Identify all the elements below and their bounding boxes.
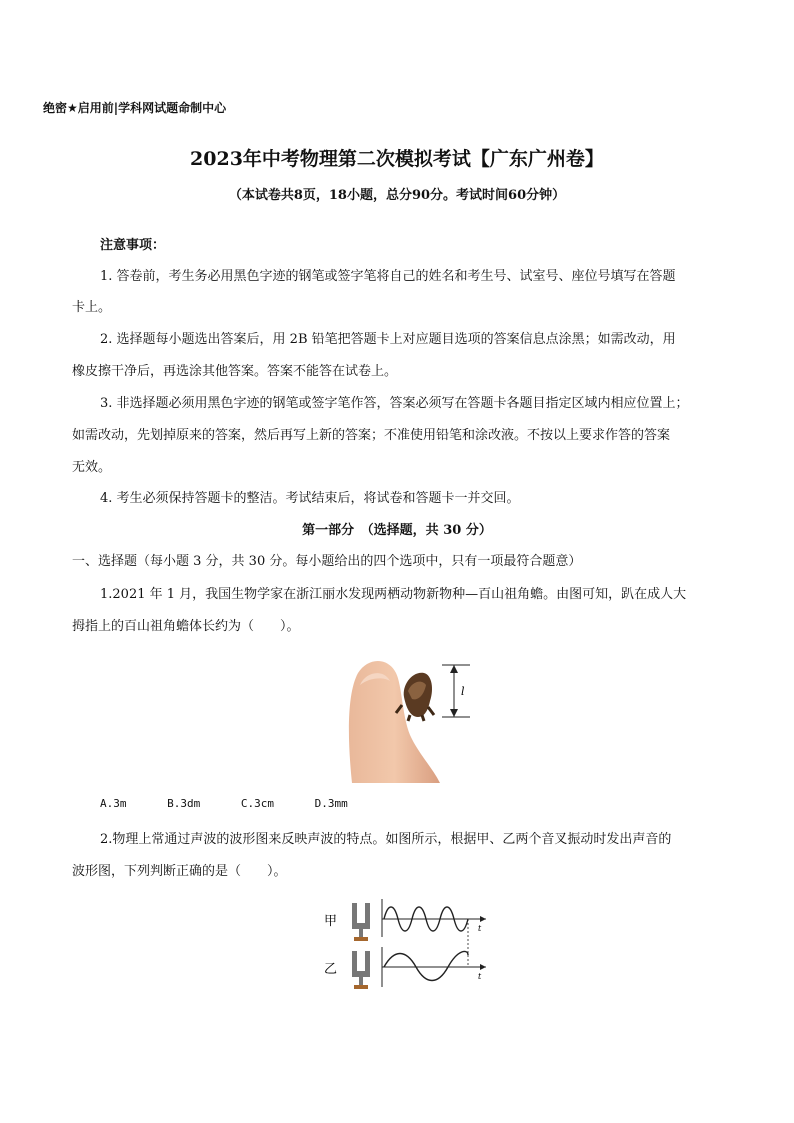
part-one-title: 第一部分 （选择题，共 30 分） bbox=[302, 523, 492, 538]
question-1-line2: 拇指上的百山祖角蟾体长约为（ ）。 bbox=[72, 619, 300, 634]
notice-item-4: 4. 考生必须保持答题卡的整洁。考试结束后，将试卷和答题卡一并交回。 bbox=[100, 491, 520, 506]
option-c[interactable]: C.3cm bbox=[240, 797, 274, 810]
question-1-line1: 1.2021 年 1 月，我国生物学家在浙江丽水发现两栖动物新物种—百山祖角蟾。由图可知，趴在成人大 bbox=[100, 587, 687, 602]
fork-label-jia: 甲 bbox=[324, 914, 338, 929]
question-2-line1: 2.物理上常通过声波的波形图来反映声波的特点。如图所示，根据甲、乙两个音叉振动时发出声音的 bbox=[100, 832, 672, 847]
section-title: 一、选择题（每小题 3 分，共 30 分。每小题给出的四个选项中，只有一项最符合题意） bbox=[72, 554, 582, 569]
question-1-options bbox=[100, 797, 382, 810]
option-a[interactable]: A.3m bbox=[100, 797, 127, 810]
question-2-line2: 波形图，下列判断正确的是（ ）。 bbox=[72, 864, 287, 879]
exam-title: 2023年中考物理第二次模拟考试【广东广州卷】 bbox=[190, 148, 604, 170]
notice-item-1-line1: 1. 答卷前，考生务必用黑色字迹的钢笔或签字笔将自己的姓名和考生号、试室号、座位号填写在答题 bbox=[100, 269, 676, 284]
tuning-fork-a-icon bbox=[352, 903, 370, 941]
fork-label-yi: 乙 bbox=[324, 962, 338, 977]
confidential-header: 绝密★启用前|学科网试题命制中心 bbox=[43, 101, 227, 115]
tuning-fork-waveform-figure bbox=[320, 895, 490, 995]
time-axis-label-b: t bbox=[478, 972, 482, 981]
option-b[interactable]: B.3dm bbox=[167, 797, 201, 810]
notice-item-2-line2: 橡皮擦干净后，再选涂其他答案。答案不能答在试卷上。 bbox=[72, 364, 398, 379]
tuning-fork-b-icon bbox=[352, 951, 370, 989]
option-d[interactable]: D.3mm bbox=[314, 797, 348, 810]
notice-item-2-line1: 2. 选择题每小题选出答案后，用 2B 铅笔把答题卡上对应题目选项的答案信息点涂黑；如需改动，用 bbox=[100, 332, 676, 347]
notice-heading: 注意事项： bbox=[100, 238, 166, 253]
exam-subtitle: （本试卷共8页，18小题，总分90分。考试时间60分钟） bbox=[228, 188, 566, 203]
thumb-frog-figure bbox=[340, 655, 480, 783]
length-label: l bbox=[461, 685, 465, 698]
notice-item-3-line2: 如需改动，先划掉原来的答案，然后再写上新的答案；不准使用铅笔和涂改液。不按以上要求作答的答案 bbox=[72, 428, 671, 443]
notice-item-3-line3: 无效。 bbox=[72, 460, 112, 475]
notice-item-1-line2: 卡上。 bbox=[72, 300, 112, 315]
notice-item-3-line1: 3. 非选择题必须用黑色字迹的钢笔或签字笔作答，答案必须写在答题卡各题目指定区域内相应位置上； bbox=[100, 396, 689, 411]
time-axis-label-a: t bbox=[478, 924, 482, 933]
